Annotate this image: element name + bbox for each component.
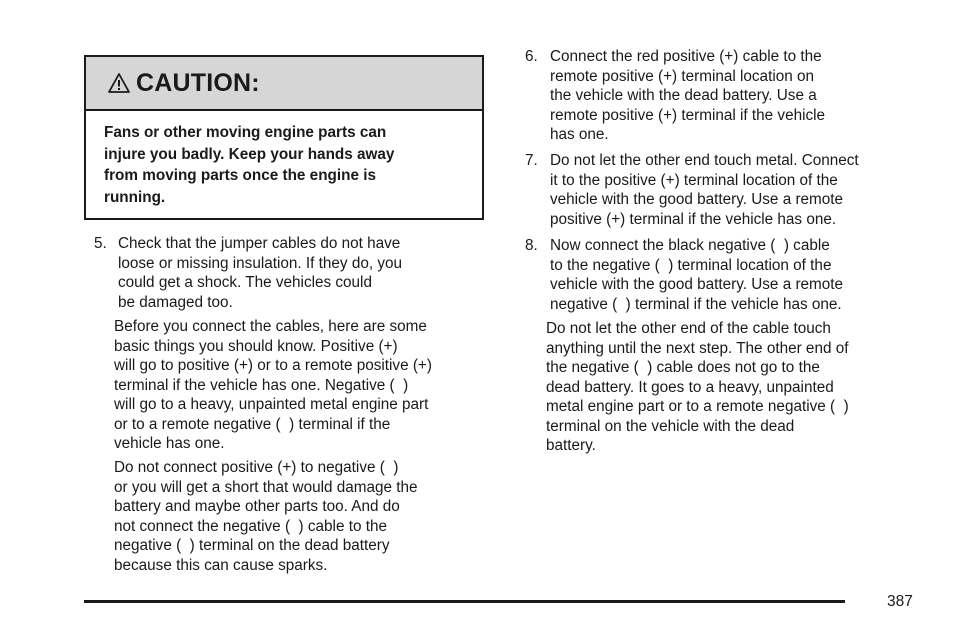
text-line: or you will get a short that would damage the [114,478,418,496]
text-line: basic things you should know. Positive (+) [114,337,398,355]
step-text [550,151,859,229]
text-line: Do not connect positive (+) to negative ( ) [114,459,399,476]
text-line: negative ( ) terminal if the vehicle has one. [550,295,842,313]
text-line: or to a remote negative ( ) terminal if the [114,415,391,433]
caution-line: from moving parts once the engine is [104,167,376,184]
step-text [118,234,402,312]
caution-box [84,55,484,220]
text-line: Do not let the other end of the cable touch [546,320,831,337]
text-line: not connect the negative ( ) cable to the [114,517,387,535]
text-line: Check that the jumper cables do not have [118,235,401,252]
text-line: terminal if the vehicle has one. Negative ( ) [114,376,409,394]
page-number: 387 [887,593,913,610]
text-line: Now connect the black negative ( ) cable [550,237,830,254]
text-line: dead battery. It goes to a heavy, unpainted [546,378,834,396]
step-number: 6. [525,48,538,65]
text-line: negative ( ) terminal on the dead battery [114,537,390,554]
text-line: loose or missing insulation. If they do, you [118,254,402,272]
text-line: the negative ( ) cable does not go to the [546,359,820,376]
text-line: could get a shock. The vehicles could [118,274,372,291]
caution-header [86,57,482,111]
text-line: it to the positive (+) terminal location of the [550,171,838,189]
paragraph [114,317,432,454]
text-line: vehicle with the good battery. Use a remote [550,276,844,293]
text-line: positive (+) terminal if the vehicle has one. [550,210,837,228]
text-line: because this can cause sparks. [114,556,328,574]
step-number: 7. [525,152,538,169]
text-line: the vehicle with the dead battery. Use a [550,87,817,104]
step-text [550,236,843,314]
text-line: remote positive (+) terminal location on [550,67,814,85]
text-line: vehicle with the good battery. Use a remote [550,191,844,208]
text-line: be damaged too. [118,293,233,311]
text-line: will go to a heavy, unpainted metal engine part [114,396,429,413]
paragraph [114,458,418,575]
text-line: terminal on the vehicle with the dead [546,417,795,435]
caution-text [86,111,482,208]
text-line: will go to positive (+) or to a remote positive (+) [114,357,432,374]
step-number: 8. [525,237,538,254]
step-text [550,47,825,145]
caution-line: injure you badly. Keep your hands away [104,145,395,163]
text-line: metal engine part or to a remote negative ( ) [546,398,849,415]
text-line: Before you connect the cables, here are some [114,318,427,335]
caution-line: Fans or other moving engine parts can [104,124,387,141]
warning-triangle-icon [108,73,130,93]
paragraph [546,319,849,456]
text-line: Connect the red positive (+) cable to the [550,48,822,65]
step-number: 5. [94,235,107,252]
caution-title: CAUTION: [136,68,260,97]
text-line: battery and maybe other parts too. And do [114,498,400,515]
footer-rule [84,600,845,603]
text-line: to the negative ( ) terminal location of the [550,256,832,274]
text-line: has one. [550,126,609,143]
text-line: vehicle has one. [114,435,225,452]
text-line: remote positive (+) terminal if the vehicle [550,106,826,124]
text-line: battery. [546,437,596,454]
text-line: Do not let the other end touch metal. Connect [550,152,859,169]
caution-line: running. [104,188,166,206]
text-line: anything until the next step. The other end of [546,339,849,357]
